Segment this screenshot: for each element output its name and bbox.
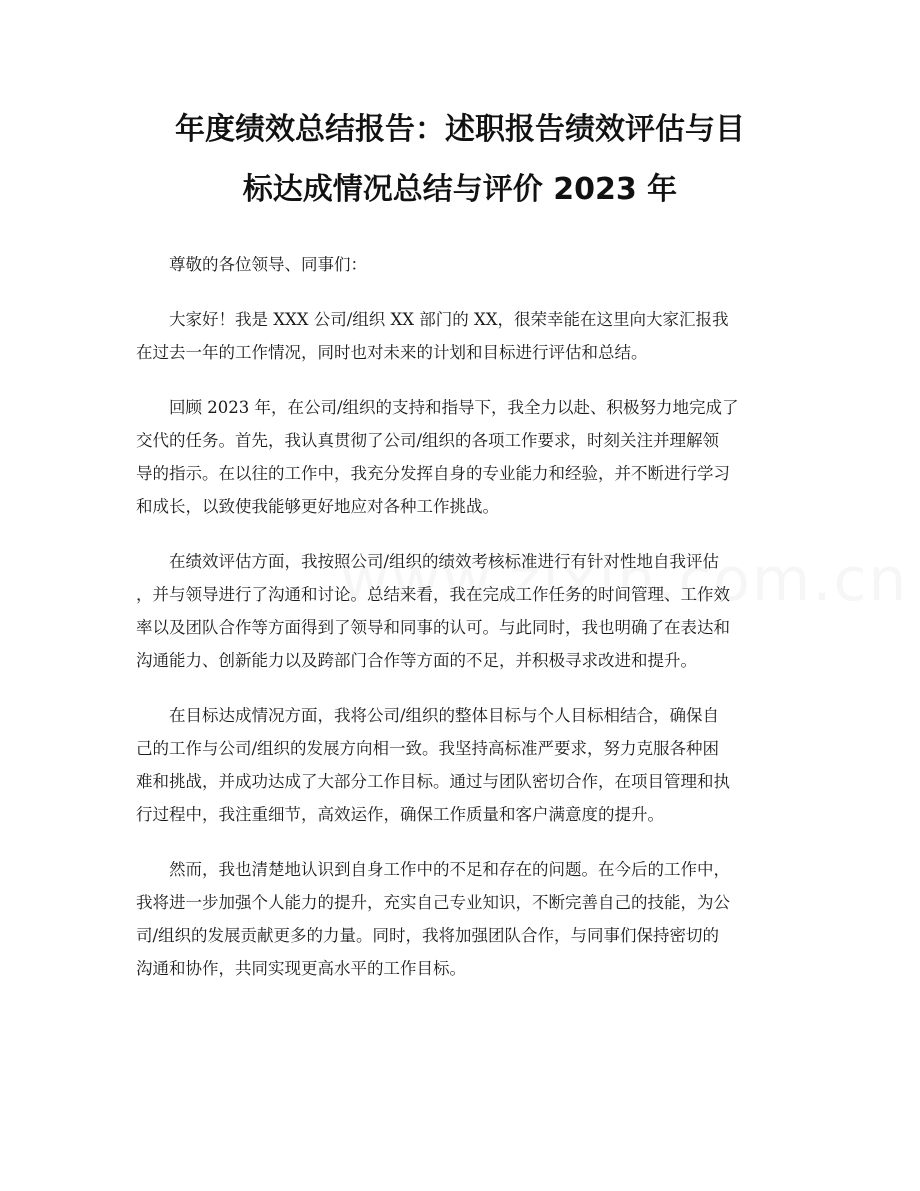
- paragraph: [136, 699, 788, 831]
- paragraph-line: 和成长，以致使我能够更好地应对各种工作挑战。: [136, 497, 499, 516]
- paragraph: [136, 853, 788, 985]
- paragraph-line: 沟通和协作，共同实现更高水平的工作目标。: [136, 959, 466, 978]
- paragraph-line: 在目标达成情况方面，我将公司/组织的整体目标与个人目标相结合，确保自: [169, 706, 720, 725]
- paragraph-line: 行过程中，我注重细节，高效运作，确保工作质量和客户满意度的提升。: [136, 805, 664, 824]
- paragraph-line: 在过去一年的工作情况，同时也对未来的计划和目标进行评估和总结。: [136, 343, 648, 362]
- paragraph-line: 在绩效评估方面，我按照公司/组织的绩效考核标准进行有针对性地自我评估: [169, 552, 720, 571]
- paragraph-line: 我将进一步加强个人能力的提升，充实自己专业知识，不断完善自己的技能，为公: [136, 893, 730, 912]
- paragraph: [136, 545, 788, 677]
- paragraph-line: 难和挑战，并成功达成了大部分工作目标。通过与团队密切合作，在项目管理和执: [136, 772, 730, 791]
- paragraph-line: ，并与领导进行了沟通和讨论。总结来看，我在完成工作任务的时间管理、工作效: [136, 585, 730, 604]
- title-line-1: 年度绩效总结报告：述职报告绩效评估与目: [175, 112, 745, 147]
- title-line-2: 标达成情况总结与评价 2023 年: [242, 172, 678, 207]
- paragraph: [136, 248, 788, 281]
- paragraph: [136, 391, 788, 523]
- paragraph-line: 大家好！我是 XXX 公司/组织 XX 部门的 XX，很荣幸能在这里向大家汇报我: [169, 310, 729, 329]
- paragraph-line: 尊敬的各位领导、同事们：: [169, 255, 367, 274]
- document-title: [100, 100, 820, 220]
- paragraph-line: 沟通能力、创新能力以及跨部门合作等方面的不足，并积极寻求改进和提升。: [136, 651, 697, 670]
- paragraph-line: 率以及团队合作等方面得到了领导和同事的认可。与此同时，我也明确了在表达和: [136, 618, 730, 637]
- paragraph-line: 己的工作与公司/组织的发展方向相一致。我坚持高标准严要求，努力克服各种困: [136, 739, 720, 758]
- paragraph-line: 回顾 2023 年，在公司/组织的支持和指导下，我全力以赴、积极努力地完成了: [169, 398, 739, 417]
- paragraph-line: 导的指示。在以往的工作中，我充分发挥自身的专业能力和经验，并不断进行学习: [136, 464, 730, 483]
- paragraph-line: 然而，我也清楚地认识到自身工作中的不足和存在的问题。在今后的工作中，: [169, 860, 730, 879]
- paragraph-line: 司/组织的发展贡献更多的力量。同时，我将加强团队合作，与同事们保持密切的: [136, 926, 720, 945]
- document-body: [136, 248, 788, 1007]
- paragraph-line: 交代的任务。首先，我认真贯彻了公司/组织的各项工作要求，时刻关注并理解领: [136, 431, 720, 450]
- paragraph: [136, 303, 788, 369]
